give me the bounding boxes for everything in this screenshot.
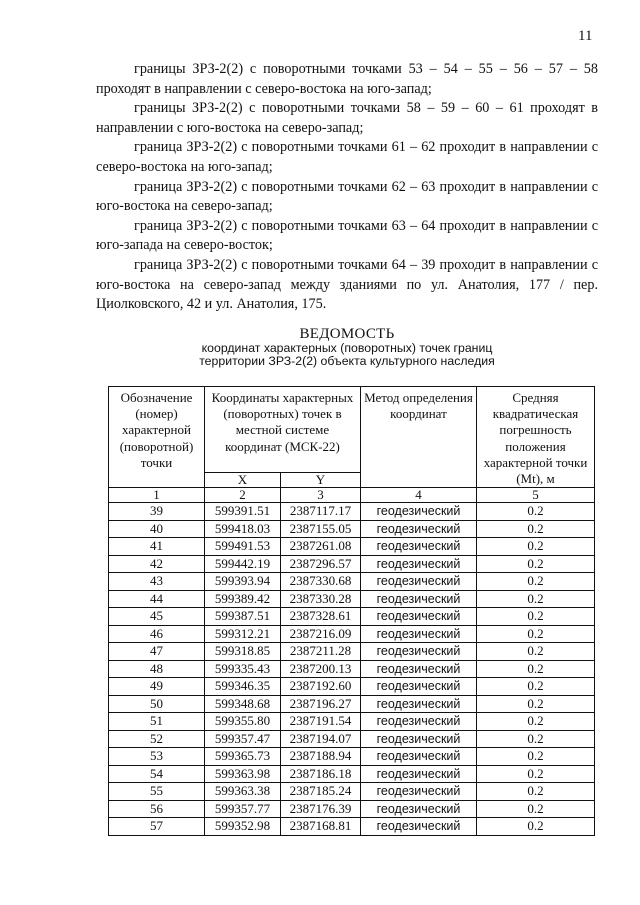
x-coordinate-cell: 599393.94 (205, 573, 281, 591)
header-method: Метод определения координат (361, 387, 477, 488)
method-cell: геодезический (361, 625, 477, 643)
table-row (109, 503, 595, 521)
error-cell: 0.2 (477, 660, 595, 678)
paragraph: граница ЗРЗ-2(2) с поворотными точками 62 – 63 проходит в направлении с юго-востока на северо-запад; (96, 178, 598, 215)
table-row (109, 520, 595, 538)
point-number-cell: 46 (109, 625, 205, 643)
x-coordinate-cell: 599387.51 (205, 608, 281, 626)
y-coordinate-cell: 2387192.60 (281, 678, 361, 696)
x-coordinate-cell: 599442.19 (205, 555, 281, 573)
point-number-cell: 50 (109, 695, 205, 713)
column-number: 5 (477, 488, 595, 503)
x-coordinate-cell: 599355.80 (205, 713, 281, 731)
point-number-cell: 57 (109, 818, 205, 836)
error-cell: 0.2 (477, 555, 595, 573)
y-coordinate-cell: 2387261.08 (281, 538, 361, 556)
error-cell: 0.2 (477, 695, 595, 713)
method-cell: геодезический (361, 520, 477, 538)
x-coordinate-cell: 599312.21 (205, 625, 281, 643)
method-cell: геодезический (361, 678, 477, 696)
method-cell: геодезический (361, 590, 477, 608)
method-cell: геодезический (361, 503, 477, 521)
statement-heading (96, 326, 598, 368)
error-cell: 0.2 (477, 730, 595, 748)
table-row (109, 625, 595, 643)
table-row (109, 783, 595, 801)
paragraph: граница ЗРЗ-2(2) с поворотными точками 63 – 64 проходит в направлении с юго-запада на северо-восток; (96, 217, 598, 254)
table-row (109, 800, 595, 818)
heading-line: координат характерных (поворотных) точек границ (201, 341, 493, 355)
x-coordinate-cell: 599348.68 (205, 695, 281, 713)
point-number-cell: 41 (109, 538, 205, 556)
error-cell: 0.2 (477, 538, 595, 556)
x-coordinate-cell: 599389.42 (205, 590, 281, 608)
table-row (109, 660, 595, 678)
error-cell: 0.2 (477, 783, 595, 801)
table-row (109, 590, 595, 608)
y-coordinate-cell: 2387186.18 (281, 765, 361, 783)
x-coordinate-cell: 599365.73 (205, 748, 281, 766)
x-coordinate-cell: 599391.51 (205, 503, 281, 521)
header-error: Средняя квадратическая погрешность положения характерной точки (Mt), м (477, 387, 595, 488)
paragraph: границы ЗРЗ-2(2) с поворотными точками 58 – 59 – 60 – 61 проходят в направлении с юго-востока на северо-запад; (96, 100, 598, 136)
point-number-cell: 54 (109, 765, 205, 783)
x-coordinate-cell: 599363.38 (205, 783, 281, 801)
error-cell: 0.2 (477, 765, 595, 783)
heading-title: ВЕДОМОСТЬ (299, 326, 395, 342)
header-y: Y (281, 473, 361, 488)
table-row (109, 678, 595, 696)
method-cell: геодезический (361, 730, 477, 748)
x-coordinate-cell: 599352.98 (205, 818, 281, 836)
error-cell: 0.2 (477, 800, 595, 818)
point-number-cell: 45 (109, 608, 205, 626)
header-point-number: Обозначение (номер) характерной (поворотной) точки (109, 387, 205, 488)
y-coordinate-cell: 2387168.81 (281, 818, 361, 836)
column-number: 4 (361, 488, 477, 503)
point-number-cell: 49 (109, 678, 205, 696)
method-cell: геодезический (361, 643, 477, 661)
column-number: 1 (109, 488, 205, 503)
y-coordinate-cell: 2387216.09 (281, 625, 361, 643)
point-number-cell: 56 (109, 800, 205, 818)
y-coordinate-cell: 2387296.57 (281, 555, 361, 573)
x-coordinate-cell: 599363.98 (205, 765, 281, 783)
table-row (109, 573, 595, 591)
point-number-cell: 52 (109, 730, 205, 748)
table-row (109, 748, 595, 766)
y-coordinate-cell: 2387185.24 (281, 783, 361, 801)
y-coordinate-cell: 2387155.05 (281, 520, 361, 538)
error-cell: 0.2 (477, 748, 595, 766)
error-cell: 0.2 (477, 590, 595, 608)
table-row (109, 730, 595, 748)
method-cell: геодезический (361, 538, 477, 556)
y-coordinate-cell: 2387194.07 (281, 730, 361, 748)
error-cell: 0.2 (477, 818, 595, 836)
table-row (109, 695, 595, 713)
column-number: 2 (205, 488, 281, 503)
paragraph: границы ЗРЗ-2(2) с поворотными точками 53 – 54 – 55 – 56 – 57 – 58 проходят в направлении с северо-востока на юго-запад; (96, 61, 598, 97)
y-coordinate-cell: 2387196.27 (281, 695, 361, 713)
x-coordinate-cell: 599418.03 (205, 520, 281, 538)
method-cell: геодезический (361, 713, 477, 731)
method-cell: геодезический (361, 818, 477, 836)
x-coordinate-cell: 599335.43 (205, 660, 281, 678)
column-number: 3 (281, 488, 361, 503)
paragraph: граница ЗРЗ-2(2) с поворотными точками 64 – 39 проходит в направлении с юго-востока на северо-запад между зданиями по ул. Анатолия, 177 / пер. Циолковского, 42 и ул. Анатолия, 175. (96, 256, 598, 313)
error-cell: 0.2 (477, 643, 595, 661)
y-coordinate-cell: 2387211.28 (281, 643, 361, 661)
boundary-description (96, 60, 598, 315)
table-row (109, 555, 595, 573)
y-coordinate-cell: 2387330.68 (281, 573, 361, 591)
x-coordinate-cell: 599491.53 (205, 538, 281, 556)
method-cell: геодезический (361, 555, 477, 573)
y-coordinate-cell: 2387191.54 (281, 713, 361, 731)
header-x: X (205, 473, 281, 488)
y-coordinate-cell: 2387200.13 (281, 660, 361, 678)
point-number-cell: 53 (109, 748, 205, 766)
x-coordinate-cell: 599318.85 (205, 643, 281, 661)
point-number-cell: 39 (109, 503, 205, 521)
method-cell: геодезический (361, 765, 477, 783)
x-coordinate-cell: 599357.47 (205, 730, 281, 748)
heading-line: территории ЗРЗ-2(2) объекта культурного наследия (199, 354, 495, 368)
page-number: 11 (578, 28, 593, 44)
method-cell: геодезический (361, 800, 477, 818)
table-row (109, 538, 595, 556)
point-number-cell: 55 (109, 783, 205, 801)
table-row (109, 713, 595, 731)
paragraph: граница ЗРЗ-2(2) с поворотными точками 61 – 62 проходит в направлении с северо-востока на юго-запад; (96, 139, 598, 175)
error-cell: 0.2 (477, 713, 595, 731)
method-cell: геодезический (361, 608, 477, 626)
error-cell: 0.2 (477, 625, 595, 643)
point-number-cell: 43 (109, 573, 205, 591)
y-coordinate-cell: 2387188.94 (281, 748, 361, 766)
y-coordinate-cell: 2387117.17 (281, 503, 361, 521)
point-number-cell: 51 (109, 713, 205, 731)
header-coordinates: Координаты характерных (поворотных) точек в местной системе координат (МСК-22) (205, 387, 361, 473)
coordinates-table (108, 386, 595, 836)
table-row (109, 818, 595, 836)
error-cell: 0.2 (477, 573, 595, 591)
point-number-cell: 42 (109, 555, 205, 573)
method-cell: геодезический (361, 748, 477, 766)
table-row (109, 765, 595, 783)
method-cell: геодезический (361, 660, 477, 678)
table-row (109, 643, 595, 661)
point-number-cell: 48 (109, 660, 205, 678)
error-cell: 0.2 (477, 520, 595, 538)
method-cell: геодезический (361, 573, 477, 591)
coordinates-table-body (109, 503, 595, 836)
point-number-cell: 44 (109, 590, 205, 608)
error-cell: 0.2 (477, 608, 595, 626)
x-coordinate-cell: 599346.35 (205, 678, 281, 696)
table-row (109, 608, 595, 626)
point-number-cell: 47 (109, 643, 205, 661)
y-coordinate-cell: 2387176.39 (281, 800, 361, 818)
error-cell: 0.2 (477, 678, 595, 696)
point-number-cell: 40 (109, 520, 205, 538)
method-cell: геодезический (361, 783, 477, 801)
error-cell: 0.2 (477, 503, 595, 521)
x-coordinate-cell: 599357.77 (205, 800, 281, 818)
method-cell: геодезический (361, 695, 477, 713)
y-coordinate-cell: 2387328.61 (281, 608, 361, 626)
y-coordinate-cell: 2387330.28 (281, 590, 361, 608)
